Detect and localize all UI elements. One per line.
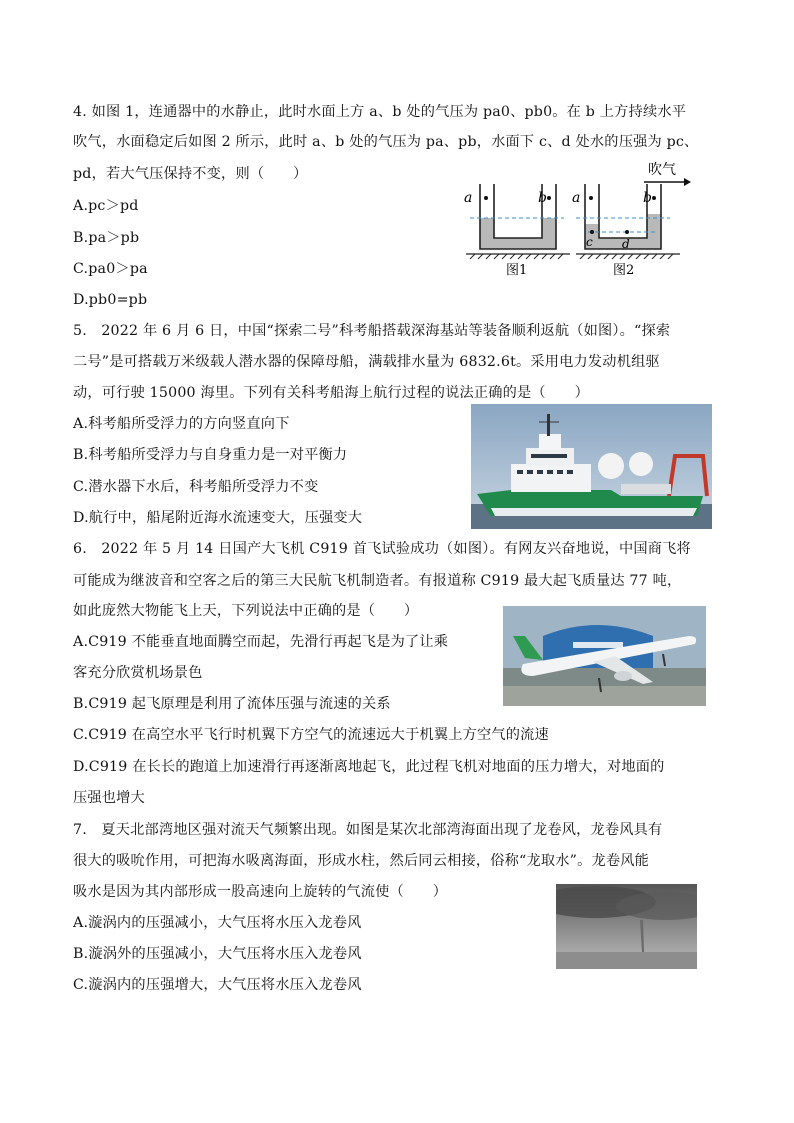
q4-option-d: D.pb0=pb [73,292,148,308]
research-ship-photo [471,404,712,529]
q5-option-b: B.科考船所受浮力与自身重力是一对平衡力 [73,447,348,463]
connected-vessel-diagram [458,156,704,282]
fig1-caption: 图1 [506,263,528,278]
fig2-label-d: d [622,237,630,251]
q5-option-d: D.航行中，船尾附近海水流速变大，压强变大 [73,510,363,526]
q6-option-a-line1: A.C919 不能垂直地面腾空而起，先滑行再起飞是为了让乘 [73,634,449,650]
q4-option-a: A.pc＞pd [73,198,139,214]
c919-plane-photo [503,606,706,706]
fig2-caption: 图2 [613,263,635,278]
q6-stem-line3: 如此庞然大物能飞上天，下列说法中正确的是（ ） [73,603,419,619]
q7-stem-line2: 很大的吸吮作用，可把海水吸离海面，形成水柱，然后同云相接，俗称“龙取水”。龙卷风能 [73,853,650,869]
q4-stem-line1: 4. 如图 1，连通器中的水静止，此时水面上方 a、b 处的气压为 pa0、pb0。在 b 上方持续水平 [73,104,687,120]
q6-option-c: C.C919 在高空水平飞行时机翼下方空气的流速远大于机翼上方空气的流速 [73,727,549,743]
q5-option-a: A.科考船所受浮力的方向竖直向下 [73,416,290,432]
figure1-u-tube [464,184,570,278]
q7-option-c: C.漩涡内的压强增大，大气压将水压入龙卷风 [73,977,362,993]
q4-stem-line2: 吹气，水面稳定后如图 2 所示，此时 a、b 处的气压为 pa、pb，水面下 c、d 处水的压强为 pc、 [73,134,699,150]
fig1-label-a: a [464,190,473,206]
blow-label: 吹气 [648,162,676,178]
q5-stem-line3: 动，可行驶 15000 海里。下列有关科考船海上航行过程的说法正确的是（ ） [73,385,589,401]
fig2-label-b: b [643,190,652,206]
q5-stem-line2: 二号”是可搭载万米级载人潜水器的保障母船，满载排水量为 6832.6t。采用电力发动机组驱 [73,354,660,370]
fig2-label-c: c [586,235,593,249]
q5-stem-line1: 5. 2022 年 6 月 6 日，中国“探索二号”科考船搭载深海基站等装备顺利返航（如图）。“探索 [73,323,671,339]
q6-option-b: B.C919 起飞原理是利用了流体压强与流速的关系 [73,696,391,712]
q4-option-b: B.pa＞pb [73,230,140,246]
q6-option-d-line2: 压强也增大 [73,790,145,806]
q7-stem-line3: 吸水是因为其内部形成一股高速向上旋转的气流使（ ） [73,884,448,900]
q4-stem-line3: pd，若大气压保持不变，则（ ） [73,166,308,182]
q7-stem-line1: 7. 夏天北部湾地区强对流天气频繁出现。如图是某次北部湾海面出现了龙卷风，龙卷风具有 [73,822,663,838]
figure2-u-tube [572,162,691,278]
q6-stem-line2: 可能成为继波音和空客之后的第三大民航飞机制造者。有报道称 C919 最大起飞质量达 77 吨， [73,573,682,589]
q6-option-a-line2: 客充分欣赏机场景色 [73,665,203,681]
q7-option-a: A.漩涡内的压强减小，大气压将水压入龙卷风 [73,915,362,931]
q4-option-c: C.pa0＞pa [73,261,148,277]
fig2-label-a: a [572,190,581,206]
q6-stem-line1: 6. 2022 年 5 月 14 日国产大飞机 C919 首飞试验成功（如图）。有网友兴奋地说，中国商飞将 [73,541,691,557]
fig1-label-b: b [538,190,547,206]
q7-option-b: B.漩涡外的压强减小，大气压将水压入龙卷风 [73,946,362,962]
q6-option-d-line1: D.C919 在长长的跑道上加速滑行再逐渐离地起飞，此过程飞机对地面的压力增大，对地面的 [73,759,665,775]
q5-option-c: C.潜水器下水后，科考船所受浮力不变 [73,479,319,495]
waterspout-photo [556,884,697,969]
